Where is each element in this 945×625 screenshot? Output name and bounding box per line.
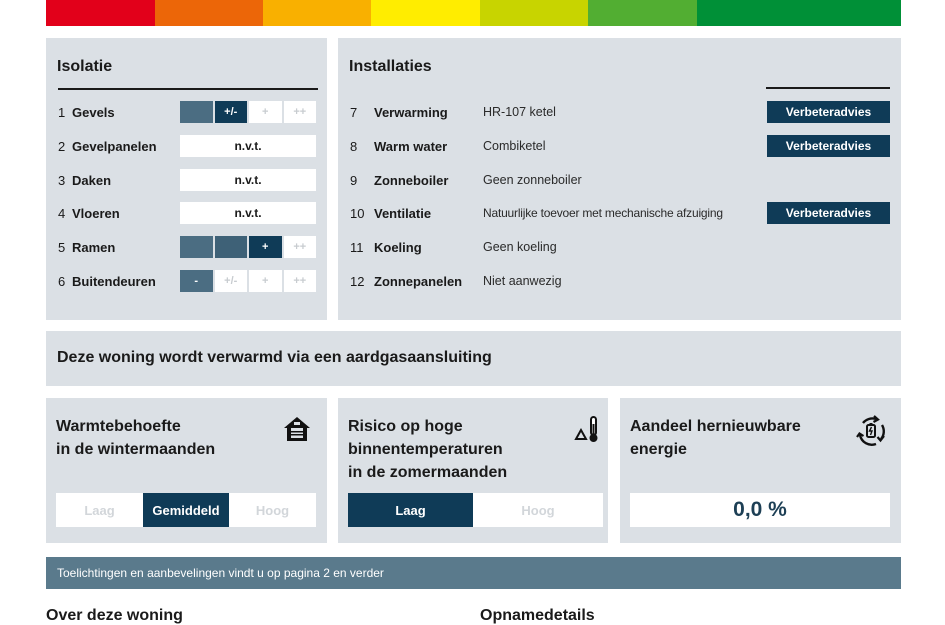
installatie-row-warm-water — [350, 135, 890, 157]
card-title — [630, 415, 801, 461]
label-segment-d — [371, 0, 480, 26]
installatie-row-zonneboiler — [350, 169, 890, 191]
row-label: Koeling — [374, 239, 422, 255]
label-segment-c — [480, 0, 588, 26]
rating-scale — [180, 236, 316, 258]
toelichtingen-text: Toelichtingen en aanbevelingen vindt u op pagina 2 en verder — [57, 566, 384, 580]
row-label: Zonneboiler — [374, 172, 449, 188]
option-hoog: Hoog — [521, 502, 555, 518]
label-segment-b — [588, 0, 697, 26]
card-title-line: Warmtebehoefte — [56, 418, 181, 435]
row-value: Combiketel — [483, 139, 546, 153]
installatie-row-verwarming — [350, 101, 890, 123]
rating-cell-plus: + — [249, 270, 282, 292]
aandeel-hernieuwbaar-card — [620, 398, 901, 543]
risico-scale — [348, 493, 603, 527]
row-value: Niet aanwezig — [483, 274, 562, 288]
row-label: Gevels — [72, 104, 115, 120]
row-number: 1 — [58, 104, 66, 120]
card-title-line: energie — [630, 441, 687, 458]
renewable-share-value: 0,0 % — [630, 493, 890, 527]
rating-cell-min — [180, 101, 213, 123]
isolatie-title: Isolatie — [57, 58, 113, 75]
over-deze-woning-heading: Over deze woning — [46, 607, 183, 624]
row-number: 2 — [58, 138, 66, 154]
rating-cell-plus: + — [249, 101, 282, 123]
row-value: Geen koeling — [483, 240, 557, 254]
house-icon — [282, 414, 312, 444]
row-label: Verwarming — [374, 104, 448, 120]
row-label: Ramen — [72, 239, 116, 255]
card-title — [56, 415, 215, 461]
warmtebehoefte-card — [46, 398, 327, 543]
rating-cell-plusplus: ++ — [284, 270, 317, 292]
label-segment-a — [697, 0, 901, 26]
row-label: Buitendeuren — [72, 273, 156, 289]
rating-na: n.v.t. — [180, 202, 316, 224]
option-hoog: Hoog — [255, 502, 290, 518]
installatie-row-koeling — [350, 236, 890, 258]
row-label: Daken — [72, 172, 112, 188]
isolatie-row-buitendeuren — [58, 270, 316, 292]
rating-na: n.v.t. — [180, 169, 316, 191]
toelichtingen-bar — [46, 557, 901, 589]
row-number: 6 — [58, 273, 66, 289]
option-gemiddeld: Gemiddeld — [143, 493, 229, 527]
warmtebehoefte-scale — [56, 493, 316, 527]
installaties-panel — [338, 38, 901, 320]
row-number: 3 — [58, 172, 66, 188]
row-number: 7 — [350, 104, 358, 120]
card-title-line: in de wintermaanden — [56, 441, 216, 458]
renewable-cycle-icon — [854, 414, 888, 448]
rating-cell-neutral: +/- — [215, 270, 248, 292]
row-value: Geen zonneboiler — [483, 173, 582, 187]
row-number: 4 — [58, 205, 66, 221]
isolatie-row-gevels — [58, 101, 316, 123]
rating-cell-min: - — [180, 270, 213, 292]
risico-card — [338, 398, 608, 543]
row-value: HR-107 ketel — [483, 105, 556, 119]
row-number: 8 — [350, 138, 358, 154]
rating-cell-min — [180, 236, 213, 258]
row-label: Vloeren — [72, 205, 120, 221]
heating-text: Deze woning wordt verwarmd via een aardgasaansluiting — [57, 349, 492, 366]
option-laag: Laag — [348, 493, 473, 527]
row-value: Natuurlijke toevoer met mechanische afzuiging — [483, 206, 723, 220]
installatie-row-ventilatie — [350, 202, 890, 224]
card-title — [348, 415, 507, 484]
isolatie-row-ramen — [58, 236, 316, 258]
rating-scale — [180, 270, 316, 292]
verbeteradvies-button-warm-water[interactable]: Verbeteradvies — [767, 135, 890, 157]
row-label: Zonnepanelen — [374, 273, 463, 289]
thermometer-warning-icon — [574, 414, 604, 444]
installaties-title: Installaties — [349, 58, 432, 75]
energy-label-bar — [46, 0, 901, 26]
label-segment-e — [263, 0, 371, 26]
installaties-divider — [766, 87, 890, 89]
isolatie-row-daken — [58, 169, 316, 191]
option-laag: Laag — [84, 502, 115, 518]
rating-cell-plus: + — [249, 236, 282, 258]
row-label: Warm water — [374, 138, 448, 154]
isolatie-panel — [46, 38, 327, 320]
installatie-row-zonnepanelen — [350, 270, 890, 292]
row-number: 9 — [350, 172, 358, 188]
isolatie-row-vloeren — [58, 202, 316, 224]
rating-cell-plusplus: ++ — [284, 101, 317, 123]
verbeteradvies-button-verwarming[interactable]: Verbeteradvies — [767, 101, 890, 123]
opnamedetails-heading: Opnamedetails — [480, 607, 595, 624]
verbeteradvies-button-ventilatie[interactable]: Verbeteradvies — [767, 202, 890, 224]
heating-banner — [46, 331, 901, 386]
rating-cell-neutral — [215, 236, 248, 258]
isolatie-divider — [58, 88, 318, 90]
label-segment-g — [46, 0, 155, 26]
rating-cell-neutral: +/- — [215, 101, 248, 123]
rating-cell-plusplus: ++ — [284, 236, 317, 258]
isolatie-row-gevelpanelen — [58, 135, 316, 157]
row-number: 5 — [58, 239, 66, 255]
row-label: Ventilatie — [374, 205, 432, 221]
row-number: 10 — [350, 205, 365, 221]
label-segment-f — [155, 0, 263, 26]
card-title-line: in de zomermaanden — [348, 464, 508, 481]
row-label: Gevelpanelen — [72, 138, 157, 154]
card-title-line: Risico op hoge — [348, 418, 463, 435]
rating-scale — [180, 101, 316, 123]
rating-na: n.v.t. — [180, 135, 316, 157]
row-number: 11 — [350, 239, 364, 255]
card-title-line: Aandeel hernieuwbare — [630, 418, 801, 435]
card-title-line: binnentemperaturen — [348, 441, 503, 458]
row-number: 12 — [350, 273, 365, 289]
